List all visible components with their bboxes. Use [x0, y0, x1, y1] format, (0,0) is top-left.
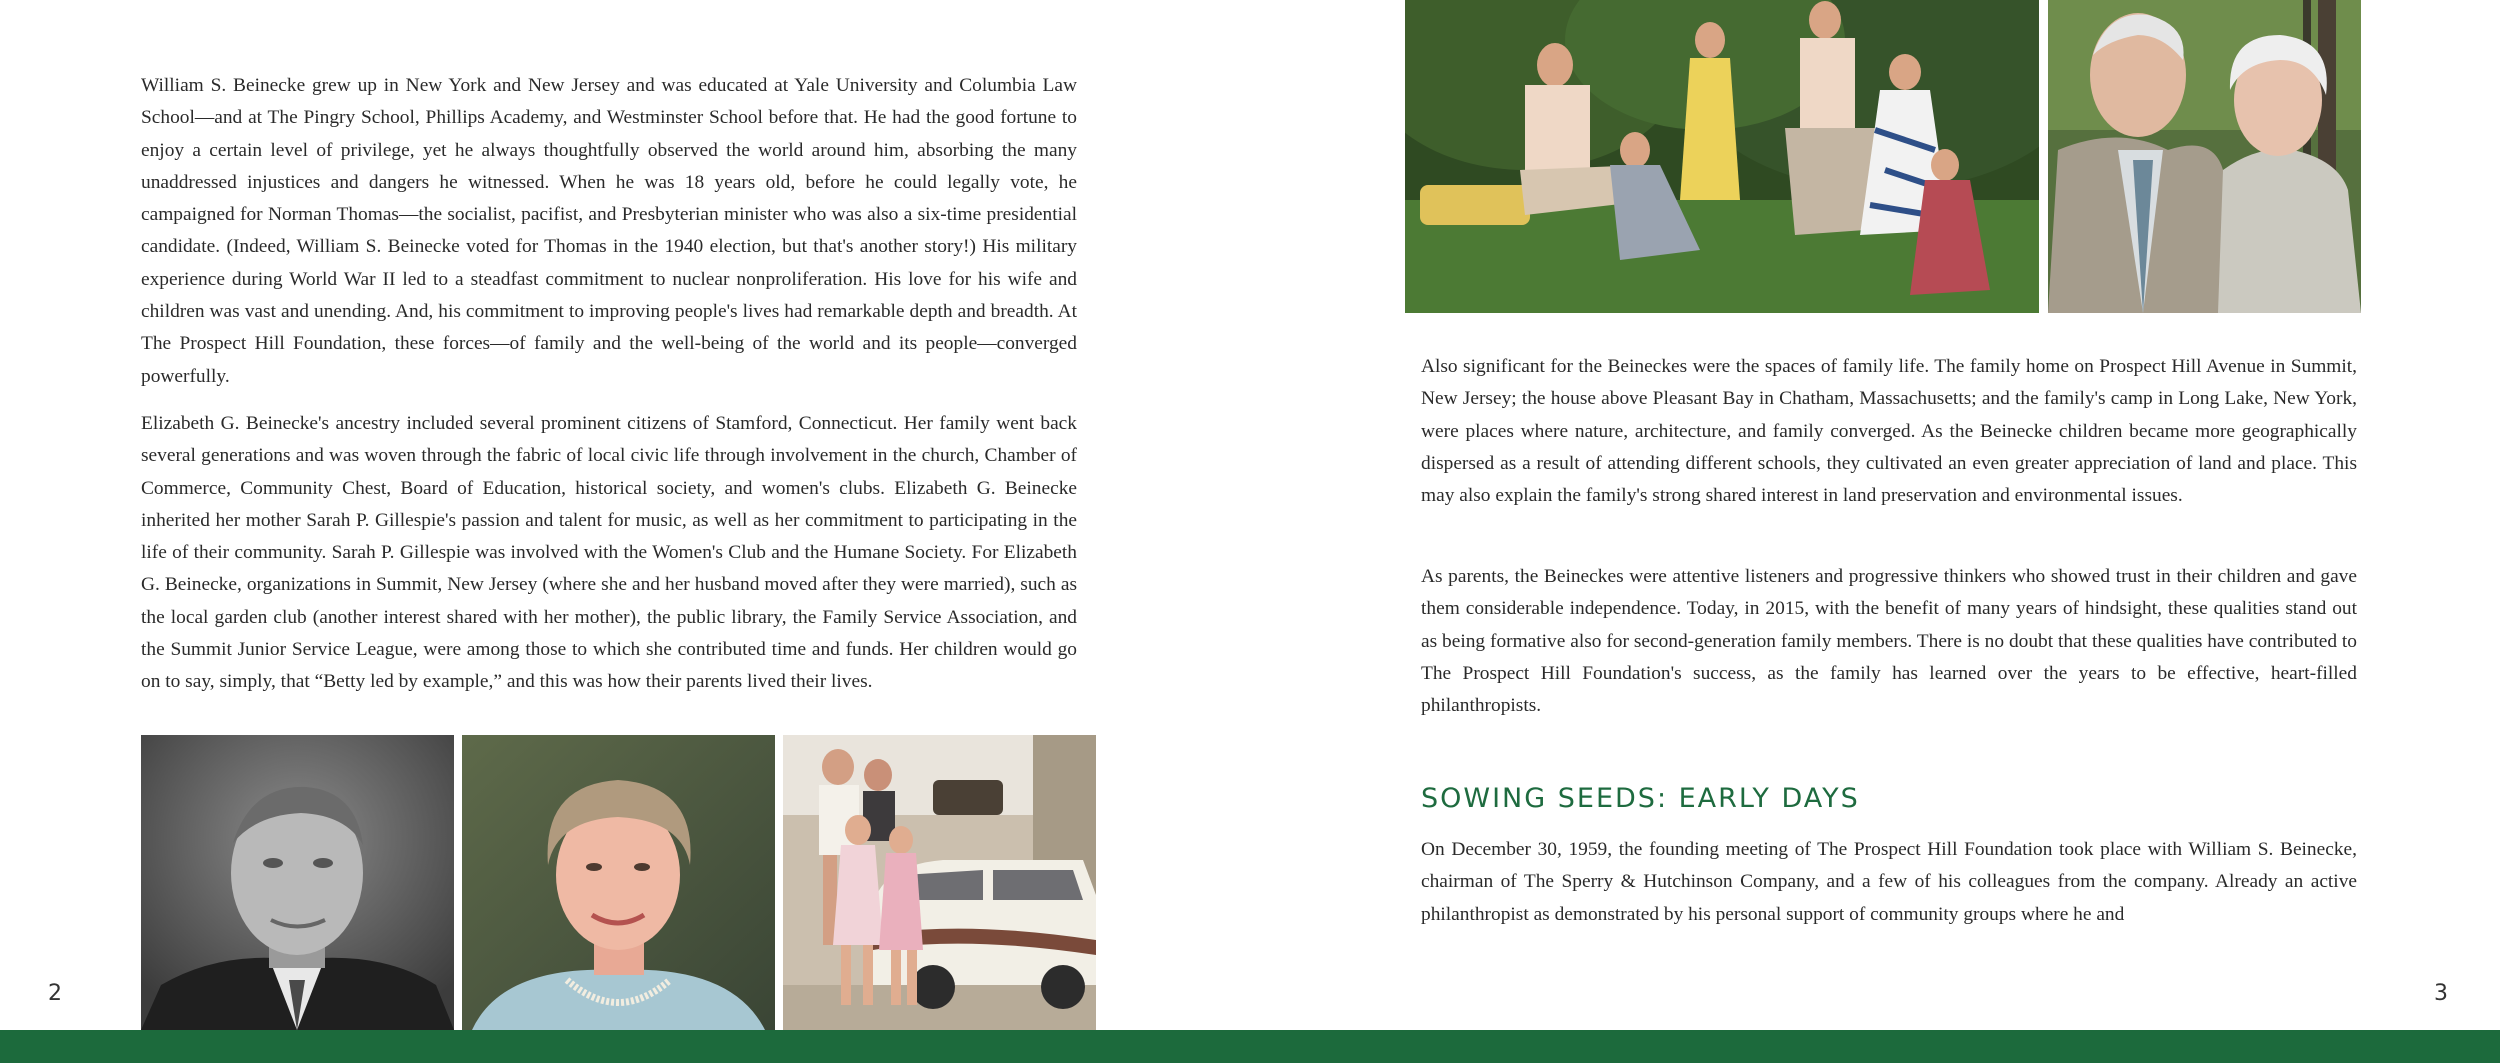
portrait-photo-woman	[462, 735, 775, 1030]
page-number-left: 2	[48, 981, 62, 1006]
left-paragraph-2: Elizabeth G. Beinecke's ancestry included several prominent citizens of Stamford, Connecticut. Her family went back several generations and was woven through the fabric of local civic life through involvement in the church, Chamber of Commerce, Community Chest, Board of Education, historical society, and women's clubs. Elizabeth G. Beinecke inherited her mother Sarah P. Gillespie's passion and talent for music, as well as her commitment to participating in the life of their community. Sarah P. Gillespie was involved with the Women's Club and the Humane Society. For Elizabeth G. Beinecke, organizations in Summit, New Jersey (where she and her husband moved after they were married), such as the local garden club (another interest shared with her mother), the public library, the Family Service Association, and the Summit Junior Service League, were among those to which she contributed time and funds. Her children would go on to say, simply, that “Betty led by example,” and this was how their parents lived their lives.	[141, 413, 1077, 693]
section-paragraph: On December 30, 1959, the founding meeting of The Prospect Hill Foundation took place with William S. Beinecke, chairman of The Sperry & Hutchinson Company, and a few of his colleagues from the company. Already an active philanthropist as demonstrated by his personal support of community groups where he and	[1421, 839, 2357, 925]
family-garden-photo	[1405, 0, 2039, 313]
page-number-right: 3	[2434, 981, 2448, 1006]
family-car-photo	[783, 735, 1096, 1030]
section-heading: SOWING SEEDS: EARLY DAYS	[1421, 783, 1860, 814]
right-paragraph-1: Also significant for the Beineckes were the spaces of family life. The family home on Prospect Hill Avenue in Summit, New Jersey; the house above Pleasant Bay in Chatham, Massachusetts; and the family's camp in Long Lake, New York, were places where nature, architecture, and family converged. As the Beinecke children became more geographically dispersed as a result of attending different schools, they cultivated an even greater appreciation of land and place. This may also explain the family's strong shared interest in land preservation and environmental issues.	[1421, 356, 2357, 507]
couple-portrait-photo	[2048, 0, 2361, 313]
left-paragraph-1: William S. Beinecke grew up in New York and New Jersey and was educated at Yale University and Columbia Law School—and at The Pingry School, Phillips Academy, and Westminster School before that. He had the good fortune to enjoy a certain level of privilege, yet he always thoughtfully observed the world around him, absorbing the many unaddressed injustices and dangers he witnessed. When he was 18 years old, before he could legally vote, he campaigned for Norman Thomas—the socialist, pacifist, and Presbyterian minister who was also a six-time presidential candidate. (Indeed, William S. Beinecke voted for Thomas in the 1940 election, but that's another story!) His military experience during World War II led to a steadfast commitment to nuclear nonproliferation. His love for his wife and children was vast and unending. And, his commitment to improving people's lives had remarkable depth and breadth. At The Prospect Hill Foundation, these forces—of family and the well-being of the world and its people—converged powerfully.	[141, 75, 1077, 387]
portrait-photo-man	[141, 735, 454, 1030]
right-paragraph-2: As parents, the Beineckes were attentive listeners and progressive thinkers who showed trust in their children and gave them considerable independence. Today, in 2015, with the benefit of many years of hindsight, these qualities stand out as being formative also for second-generation family members. There is no doubt that these qualities have contributed to The Prospect Hill Foundation's success, as the family has learned over the years to be effective, heart-filled philanthropists.	[1421, 566, 2357, 717]
footer-bar	[0, 1030, 2500, 1063]
